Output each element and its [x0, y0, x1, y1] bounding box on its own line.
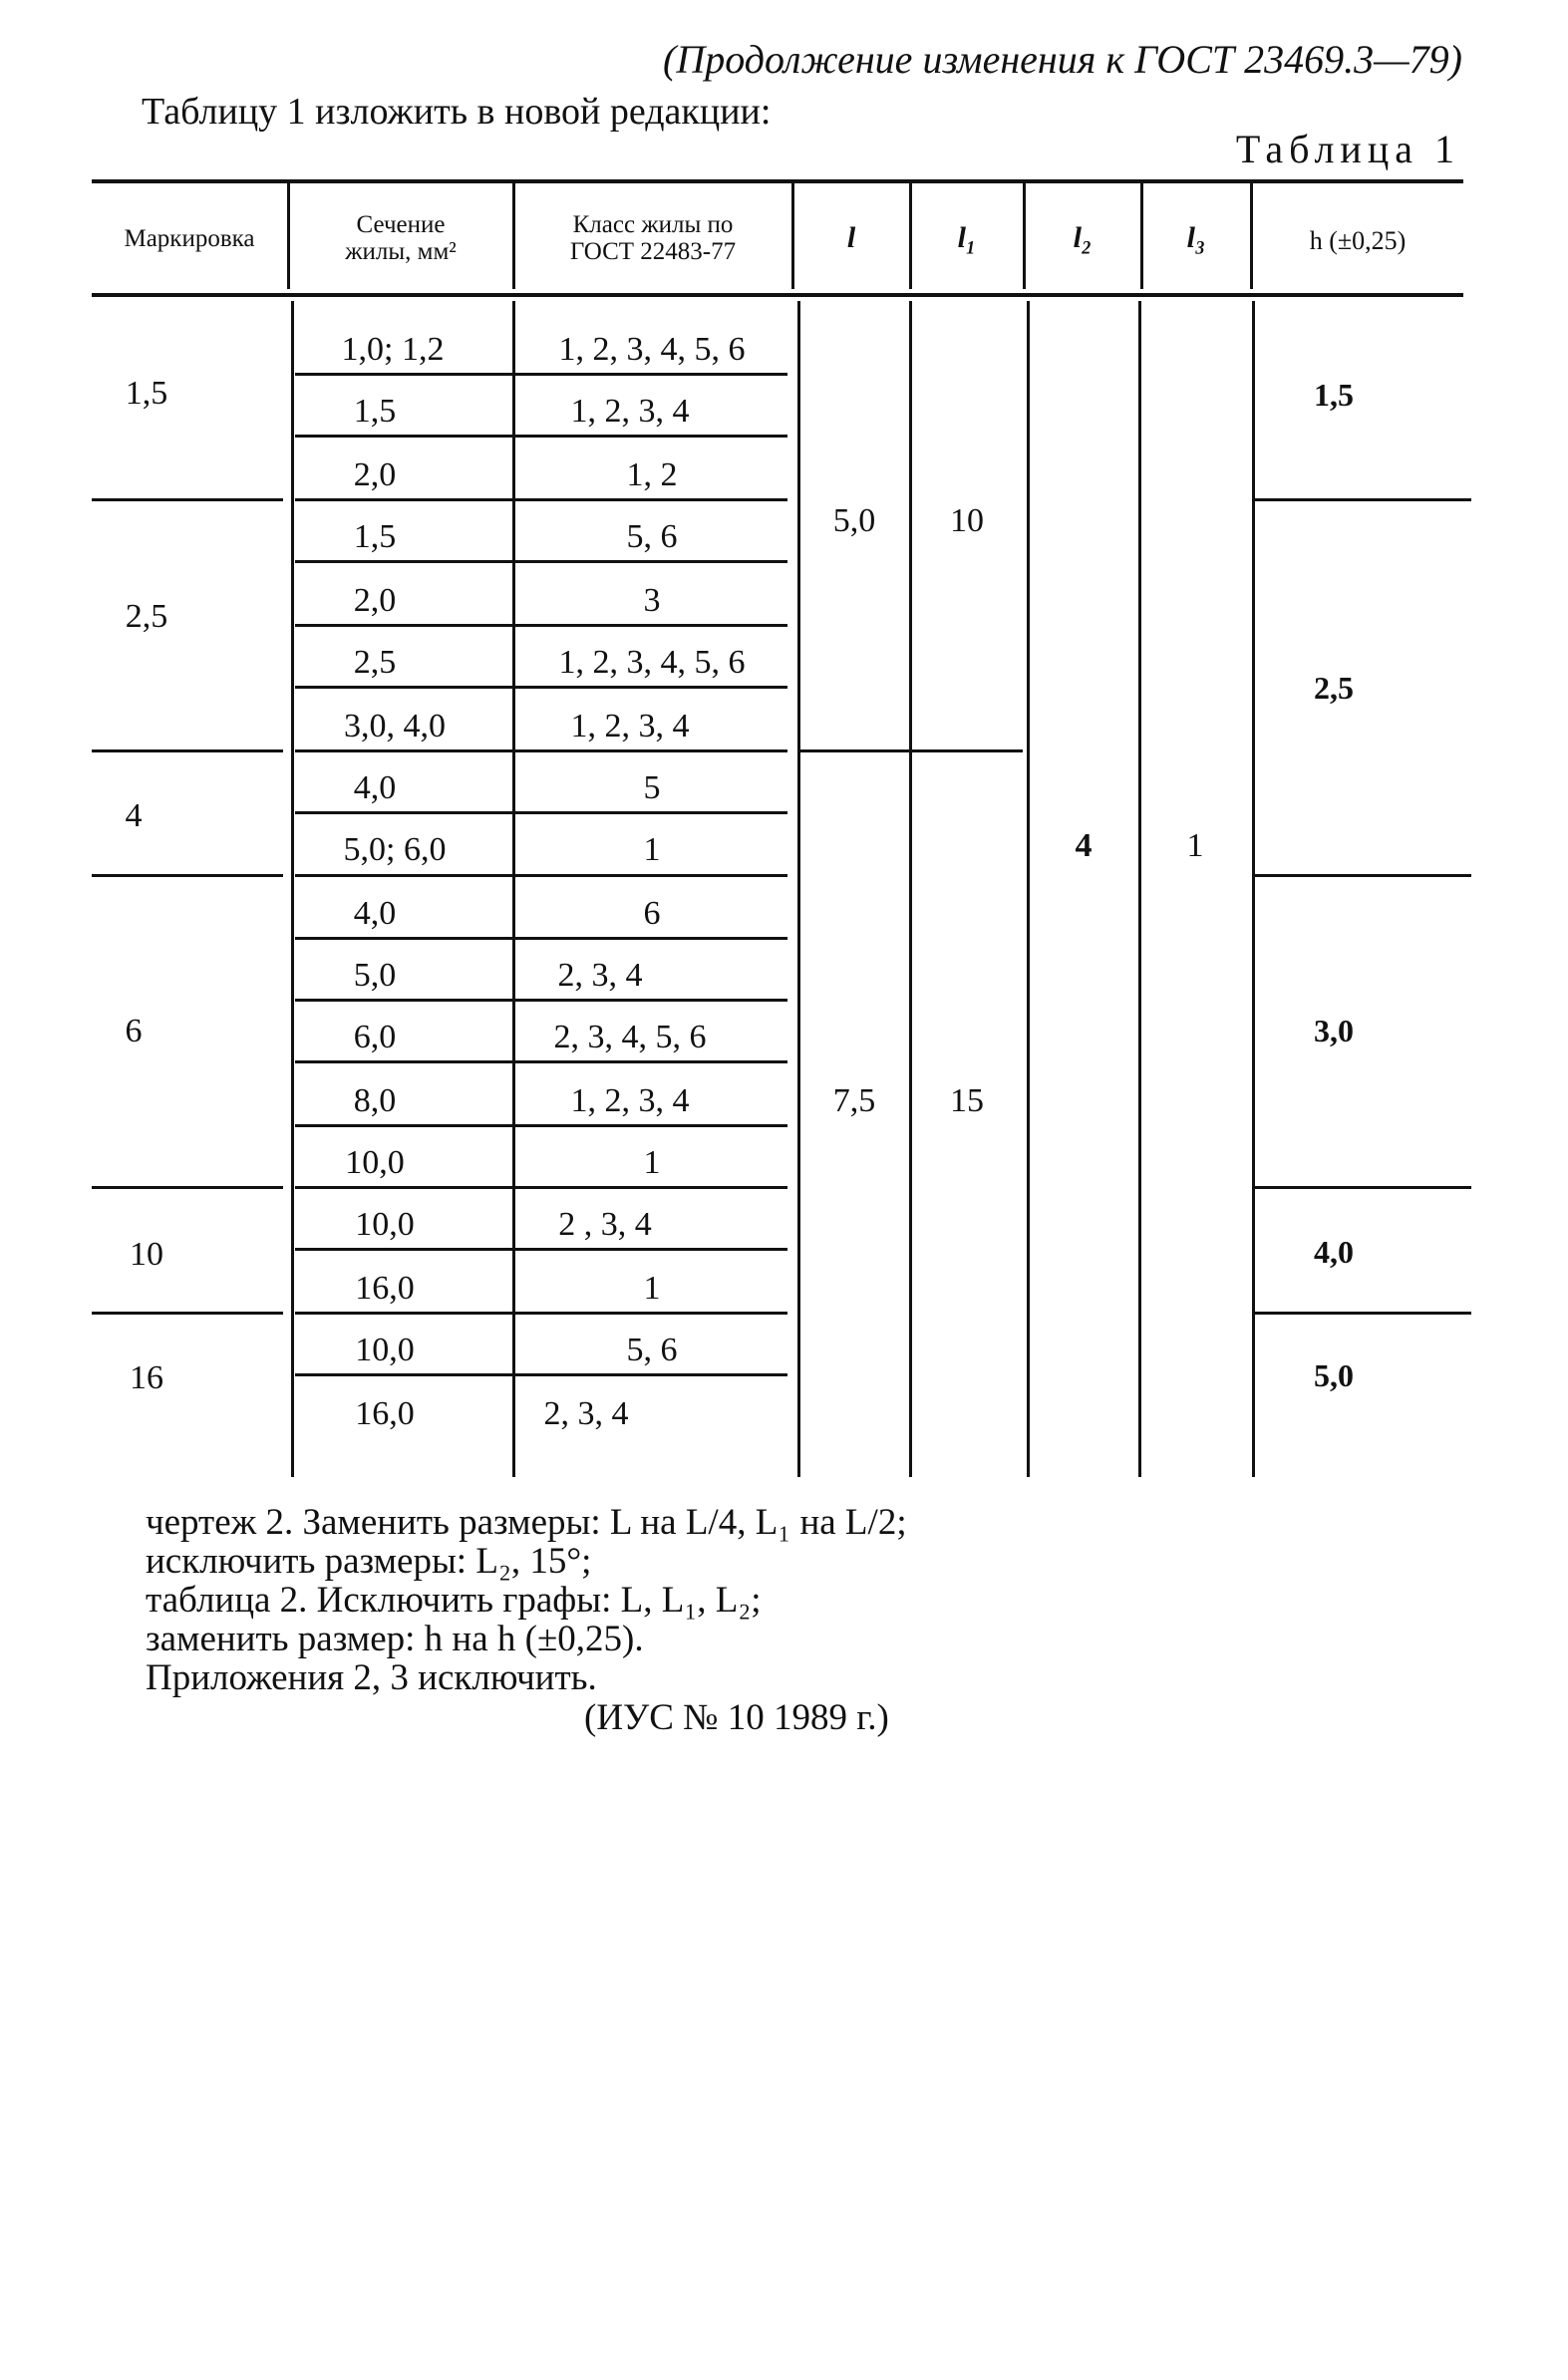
body-divider [291, 301, 294, 1477]
l-value: 7,5 [832, 1082, 876, 1119]
class-cell: 6 [643, 895, 661, 932]
h-value: 2,5 [1314, 670, 1354, 706]
col-header-class-line2: ГОСТ 22483-77 [569, 238, 737, 265]
row-rule [295, 1060, 787, 1063]
section-cell: 2,5 [353, 644, 397, 681]
group-rule [92, 874, 283, 877]
row-rule [295, 435, 787, 438]
intro-text: Таблицу 1 изложить в новой редакции: [142, 91, 772, 133]
table-caption: Таблица 1 [1235, 127, 1460, 171]
h-value: 1,5 [1314, 377, 1354, 413]
l-value: 5,0 [832, 502, 876, 539]
note-line: Приложения 2, 3 исключить. [146, 1657, 597, 1698]
l1-value: 10 [950, 502, 984, 539]
h-rule [1254, 1186, 1471, 1189]
col-header-class-line1: Класс жилы по [572, 211, 734, 238]
body-divider [797, 301, 800, 1477]
class-cell: 1, 2 [626, 456, 678, 493]
l3-value: 1 [1186, 827, 1204, 864]
body-divider [909, 301, 912, 1477]
amendment-notes [146, 1503, 907, 1697]
section-cell: 5,0 [353, 957, 397, 994]
marking-cell: 1,5 [125, 375, 168, 412]
section-cell: 8,0 [353, 1082, 397, 1119]
class-cell: 1, 2, 3, 4 [570, 708, 690, 744]
class-cell: 5, 6 [626, 518, 678, 555]
source-reference: (ИУС № 10 1989 г.) [584, 1697, 889, 1738]
class-cell: 1 [643, 1270, 661, 1307]
class-cell: 1, 2, 3, 4, 5, 6 [558, 331, 746, 368]
class-cell: 1, 2, 3, 4, 5, 6 [558, 644, 746, 681]
section-cell: 10,0 [355, 1206, 415, 1243]
h-rule [1254, 1312, 1471, 1315]
class-cell: 1 [643, 831, 661, 868]
row-rule [295, 749, 787, 752]
row-rule [295, 1312, 787, 1315]
section-cell: 10,0 [355, 1332, 415, 1368]
col-header-section-line2: жилы, мм² [345, 238, 457, 265]
col-header-h: h (±0,25) [1309, 226, 1407, 255]
class-cell: 1 [643, 1144, 661, 1181]
section-cell: 2,0 [353, 582, 397, 619]
section-cell: 1,5 [353, 393, 397, 430]
marking-cell: 6 [125, 1013, 143, 1049]
note-line: чертеж 2. Заменить размеры: L на L/4, L₁ на L/2; [146, 1502, 907, 1543]
body-divider [1027, 301, 1030, 1477]
row-rule [295, 874, 787, 877]
col-header-class [514, 211, 791, 265]
section-cell: 16,0 [355, 1395, 415, 1432]
col-header-marking: Маркировка [124, 225, 255, 252]
col-header-section [289, 211, 512, 265]
row-rule [295, 686, 787, 689]
marking-cell: 4 [125, 797, 143, 834]
section-cell: 4,0 [353, 895, 397, 932]
h-rule [1254, 874, 1471, 877]
section-cell: 2,0 [353, 456, 397, 493]
row-rule [295, 937, 787, 940]
class-cell: 3 [643, 582, 661, 619]
h-value: 4,0 [1314, 1234, 1354, 1270]
row-rule [295, 1186, 787, 1189]
section-cell: 16,0 [355, 1270, 415, 1307]
class-cell: 2 , 3, 4 [558, 1206, 652, 1243]
l-split-rule [799, 749, 909, 752]
body-divider [1252, 301, 1255, 1477]
col-header-l3: l₃ [1186, 221, 1206, 254]
h-rule [1254, 498, 1471, 501]
section-cell: 1,0; 1,2 [341, 331, 445, 368]
col-header-l2: l₂ [1073, 221, 1093, 254]
class-cell: 5 [643, 769, 661, 806]
section-cell: 4,0 [353, 769, 397, 806]
section-cell: 6,0 [353, 1019, 397, 1055]
section-cell: 1,5 [353, 518, 397, 555]
marking-cell: 16 [130, 1359, 163, 1396]
row-rule [295, 624, 787, 627]
table-top-rule [92, 179, 1463, 183]
l-split-rule [911, 749, 1023, 752]
section-cell: 3,0, 4,0 [344, 708, 446, 744]
col-header-l: l [846, 221, 856, 254]
h-value: 5,0 [1314, 1357, 1354, 1393]
group-rule [92, 498, 283, 501]
section-cell: 10,0 [345, 1144, 405, 1181]
group-rule [92, 1186, 283, 1189]
h-value: 3,0 [1314, 1013, 1354, 1048]
note-line: исключить размеры: L₂, 15°; [146, 1541, 592, 1582]
marking-cell: 2,5 [125, 598, 168, 635]
body-divider [1138, 301, 1141, 1477]
class-cell: 2, 3, 4, 5, 6 [553, 1019, 707, 1055]
class-cell: 2, 3, 4 [557, 957, 643, 994]
marking-cell: 10 [130, 1236, 163, 1273]
col-header-section-line1: Сечение [356, 211, 446, 238]
group-rule [92, 1312, 283, 1315]
section-cell: 5,0; 6,0 [343, 831, 447, 868]
row-rule [295, 1124, 787, 1127]
l2-value: 4 [1075, 827, 1093, 864]
row-rule [295, 560, 787, 563]
l1-value: 15 [950, 1082, 984, 1119]
row-rule [295, 811, 787, 814]
row-rule [295, 1248, 787, 1251]
note-line: заменить размер: h на h (±0,25). [146, 1619, 644, 1659]
body-divider [512, 301, 515, 1477]
table-header-rule [92, 293, 1463, 297]
group-rule [92, 749, 283, 752]
row-rule [295, 373, 787, 376]
continuation-header: (Продолжение изменения к ГОСТ 23469.3—79) [663, 37, 1462, 82]
class-cell: 5, 6 [626, 1332, 678, 1368]
class-cell: 1, 2, 3, 4 [570, 393, 690, 430]
row-rule [295, 498, 787, 501]
row-rule [295, 999, 787, 1002]
class-cell: 2, 3, 4 [543, 1395, 629, 1432]
note-line: таблица 2. Исключить графы: L, L₁, L₂; [146, 1580, 762, 1621]
class-cell: 1, 2, 3, 4 [570, 1082, 690, 1119]
col-header-l1: l₁ [957, 221, 977, 254]
row-rule [295, 1373, 787, 1376]
